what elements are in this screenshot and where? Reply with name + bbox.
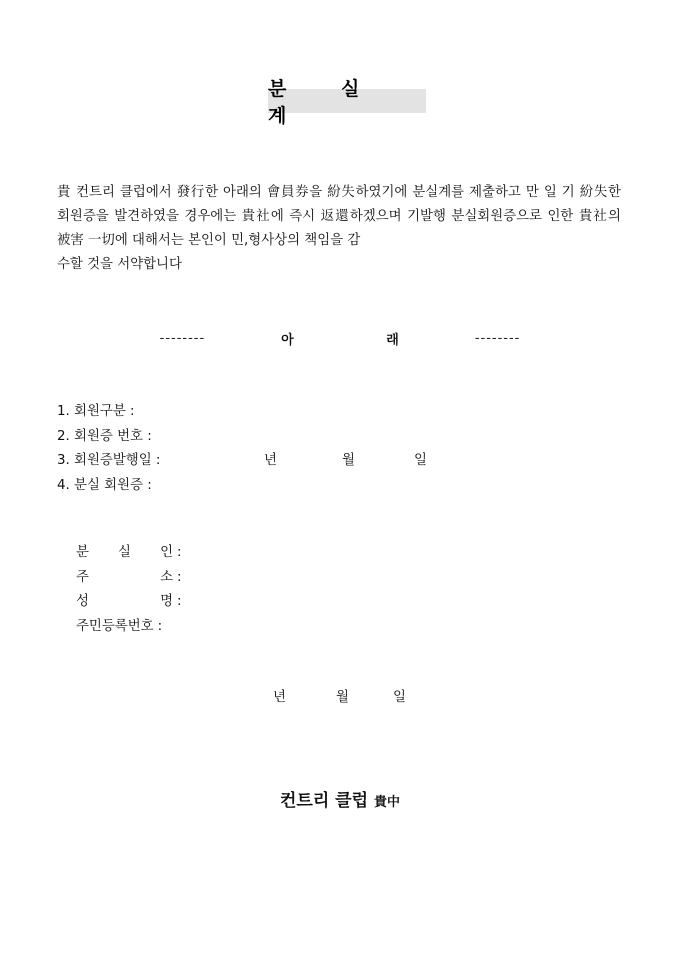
issue-date-fields [264,449,427,474]
resident-number-label: 주민등록번호 [76,618,154,634]
colon: : [157,618,163,634]
sign-month-label: 월 [336,690,349,705]
item-label: 2. 회원증 번호 : [57,428,152,444]
item-label: 4. 분실 회원증 : [57,477,152,493]
lost-person-section [76,541,182,639]
declaration-line-1: 貴 컨트리 클럽에서 發行한 아래의 會員券을 紛失하였기에 분실계를 제출하고 만 [57,185,539,200]
document-title: 분 실 계 [268,78,384,127]
declaration-paragraph [57,181,621,277]
title-box [268,78,426,127]
sign-day-label: 일 [393,690,406,705]
item-lost-card [57,474,160,499]
signature-date [273,686,406,705]
recipient [0,786,680,811]
colon: : [177,569,182,585]
item-label: 1. 회원구분 : [57,404,135,419]
colon: : [177,545,182,560]
item-label: 3. 회원증발행일 : [57,453,161,468]
issue-month-label: 월 [342,453,355,468]
lost-person-label: 분 실 인 [76,545,173,560]
address-row [76,566,182,591]
declaration-line-3: 분실회원증으로 인한 貴社의 被害 一切에 대해서는 본인이 민,형사상의 책임을 감 [57,209,621,248]
declaration-line-4: 수할 것을 서약합니다 [57,257,182,272]
item-issue-date [57,449,427,474]
name-row [76,590,182,615]
club-suffix: 貴中 [374,795,401,810]
declaration-line-2: 일 기 紛失한 회원증을 발견하였을 경우에는 貴社에 즉시 返還하겠으며 기발행 [57,185,621,224]
resident-number-row [76,615,182,640]
address-label: 주 소 [76,569,173,585]
item-list [57,400,427,498]
sign-year-label: 년 [273,690,286,705]
club-name: 컨트리 클럽 [279,791,368,811]
issue-day-label: 일 [414,453,427,468]
lost-person-row [76,541,182,566]
notice-heading [0,329,680,348]
notice-dashes-right: -------- [474,331,521,346]
item-member-card-number [57,425,160,450]
notice-dashes-left: -------- [159,331,206,346]
item-member-type [57,400,160,425]
name-label: 성 명 [76,594,173,609]
notice-label: 아 래 [281,333,443,348]
issue-year-label: 년 [264,453,277,468]
colon: : [177,594,182,609]
